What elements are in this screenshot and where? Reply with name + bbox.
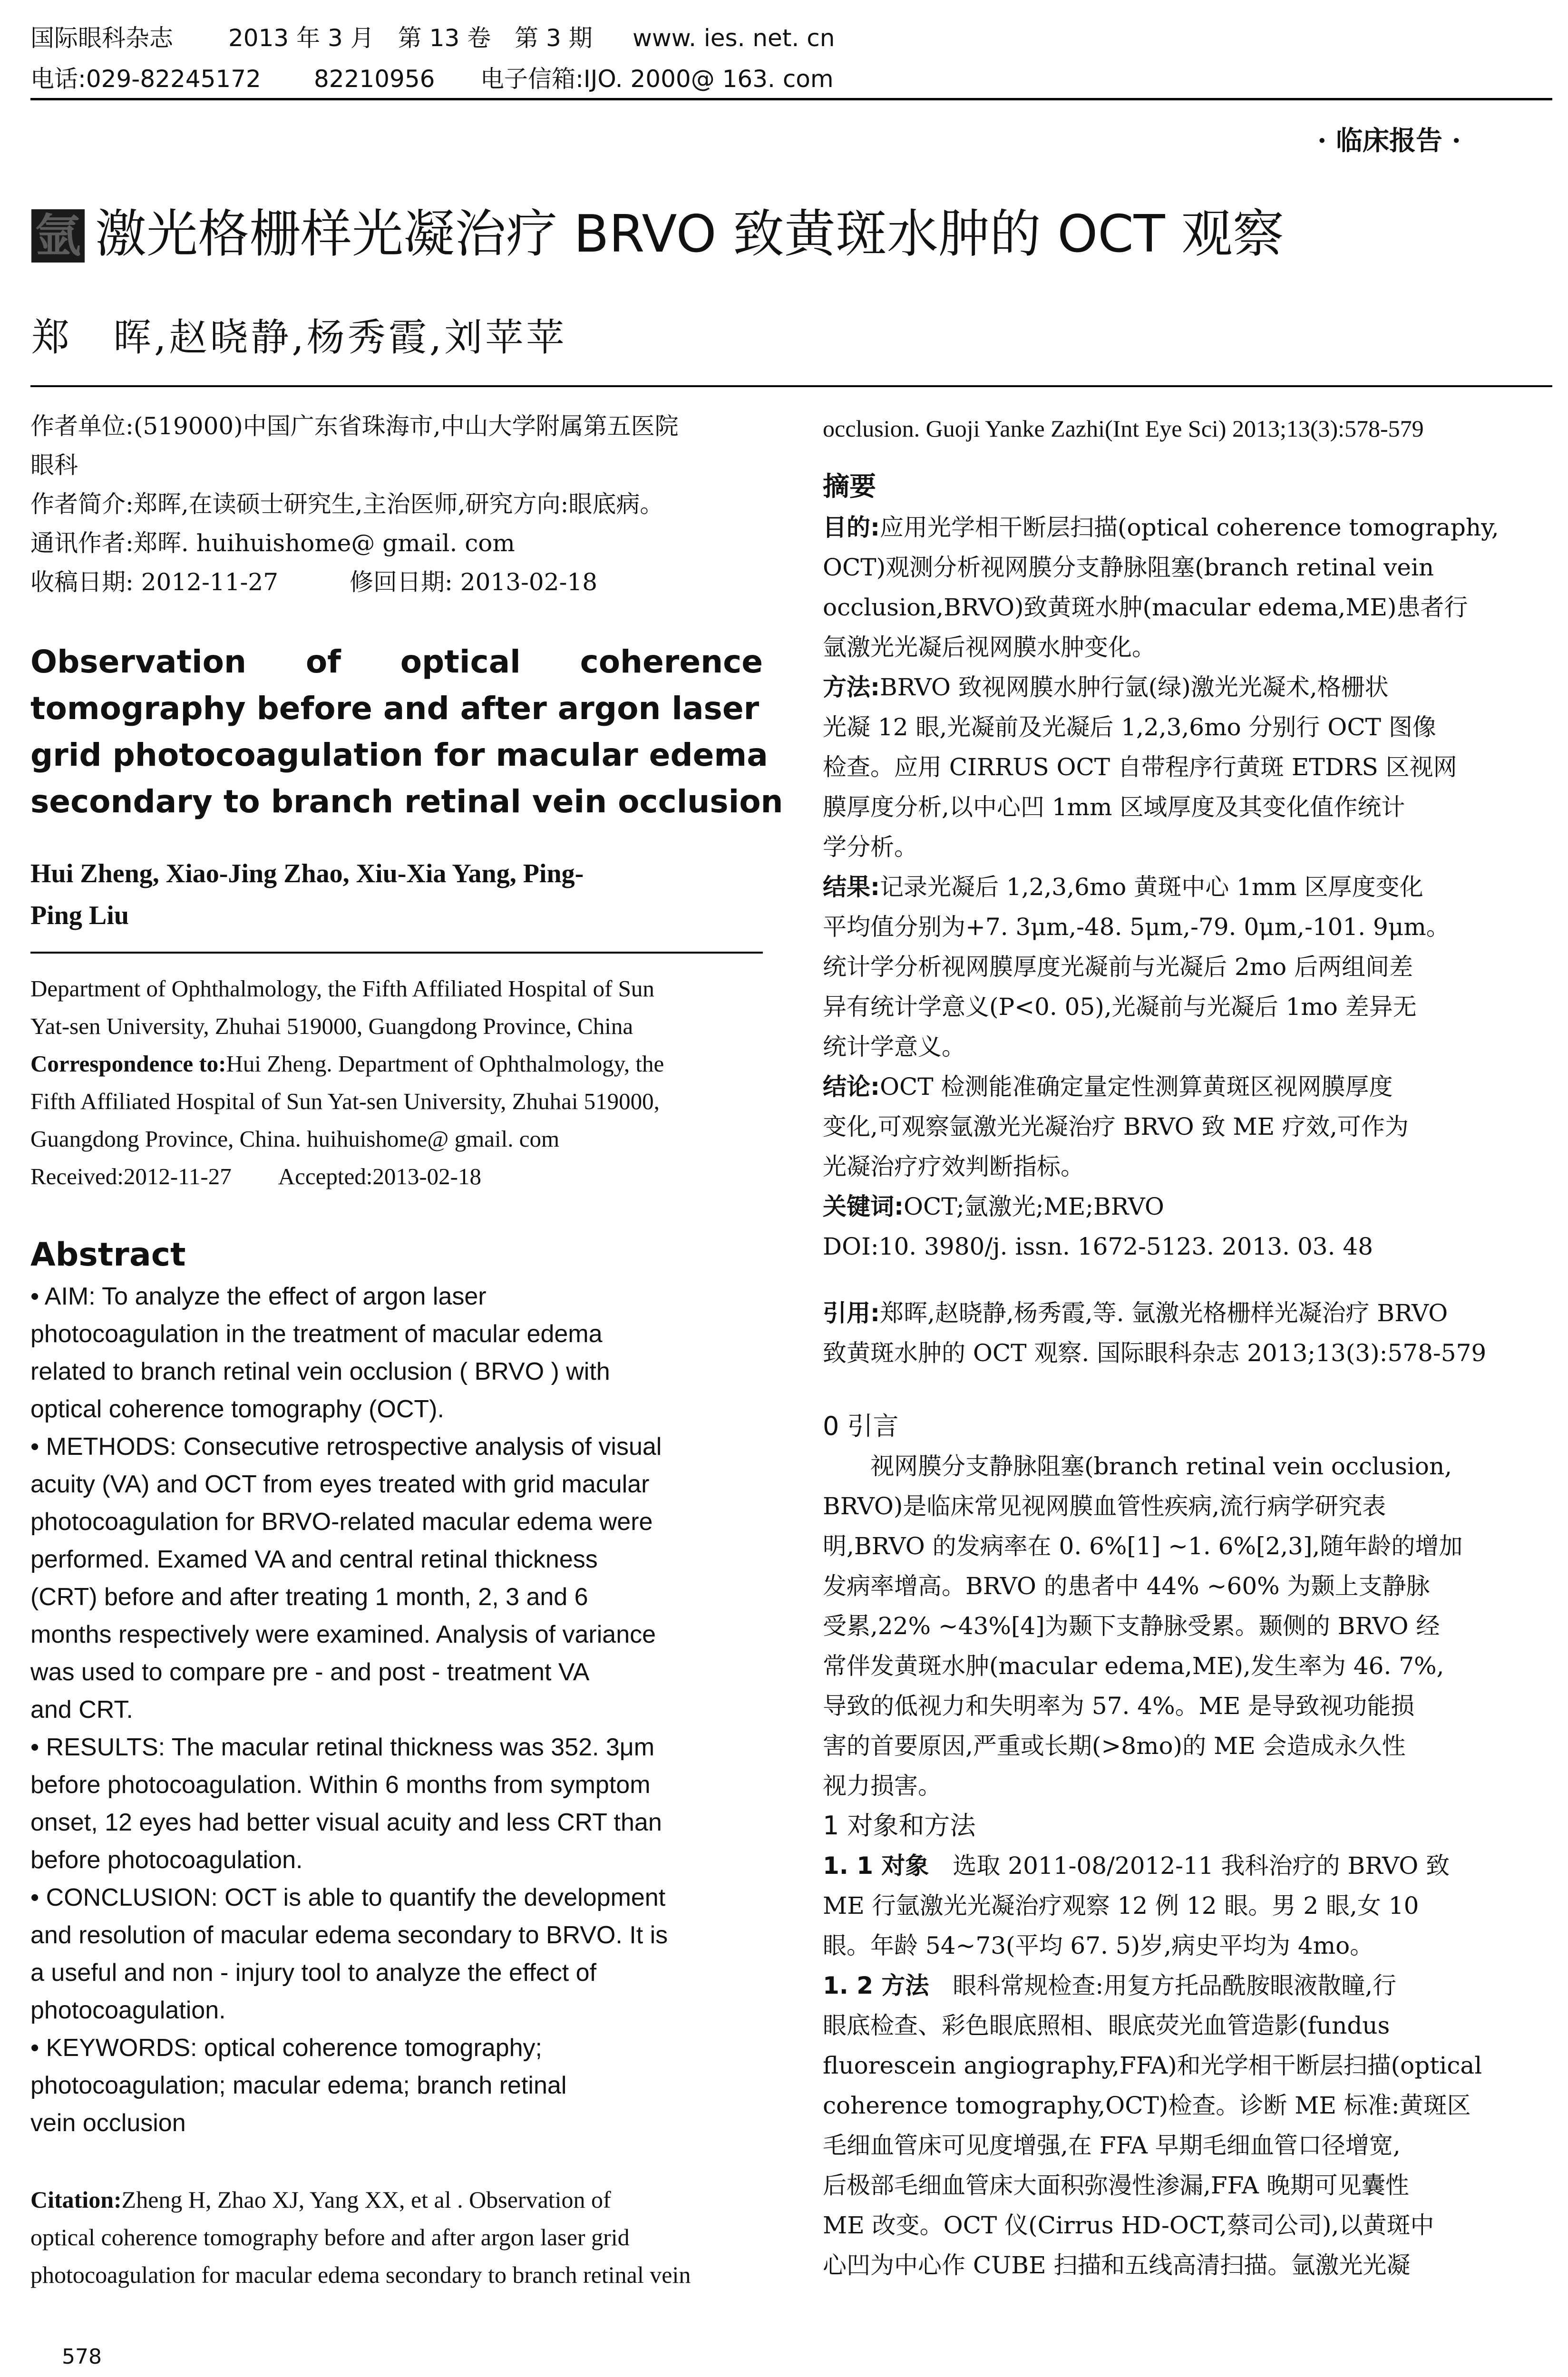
received-en: Received:2012-11-27 Accepted:2013-02-18 [30,1163,481,1189]
phone2: 82210956 [314,65,435,93]
citation-en: Citation:Zheng H, Zhao XJ, Yang XX, et al . Observation of [30,2186,611,2213]
text-line: fluorescein angiography,FFA)和光学相干断层扫描(optical [823,2052,1482,2079]
doi: DOI:10. 3980/j. issn. 1672-5123. 2013. 03. 48 [823,1233,1373,1260]
text-line: photocoagulation for BRVO-related macular edema were [30,1508,653,1536]
text-line: 害的首要原因,严重或长期(>8mo)的 ME 会造成永久性 [823,1732,1406,1760]
text-line: acuity (VA) and OCT from eyes treated with grid macular [30,1471,650,1498]
abstract-cn-heading: 摘要 [823,471,876,502]
journal-name: 国际眼科杂志 [30,24,173,52]
text-line: • CONCLUSION: OCT is able to quantify the development [30,1884,666,1911]
right-column: occlusion. Guoji Yanke Zazhi(Int Eye Sci) 2013;13(3):578-579 摘要 目的:应用光学相干断层扫描(optical coherence tomography, OCT)观测分析视网膜分支静脉阻塞(branch retinal vein occlusion,BRVO)致黄斑水肿(macular edema,ME)患者行 氩激光光凝后视网膜水肿变化。 方法:BRVO 致视网膜水肿行氩(绿)激光光凝术,格栅状 光凝 12 眼,光凝前及光凝后 1,2,3,6mo 分别行 OCT 图像 检查。应用 CIRRUS OCT 自带程序行黄斑 ETDRS 区视网 膜厚度分析,以中心凹 1mm 区域厚度及其变化值作统计 学分析。 结果:记录光凝后 1,2,3,6mo 黄斑中心 1mm 区厚度变化 平均值分别为+7. 3μm,-48. 5μm,-79. 0μm,-101. 9μm。 统计学分析视网膜厚度光凝前与光凝后 2mo 后两组间差 异有统计学意义(P<0. 05),光凝前与光凝后 1mo 差异无 统计学意义。 结论:OCT 检测能准确定量定性测算黄斑区视网膜厚度 变化,可观察氩激光光凝治疗 BRVO 致 ME 疗效,可作为 光凝治疗疗效判断指标。 关键词:OCT;氩激光;ME;BRVO DOI:10. 3980/j. issn. 1672-5123. 2013. 03. 48 引用:郑晖,赵晓静,杨秀霞,等. 氩激光格栅样光凝治疗 BRVO 致黄斑水肿的 OCT 观察. 国际眼科杂志 2013;13(3):578-579 0 引言 视网膜分支静脉阻塞(branch retinal vein occlusion, BRVO)是临床常见视网膜血管性疾病,流行病学研究表 明,BRVO 的发病率在 0. 6%[1] ~1. 6%[2,3],随年龄的增加 发病率增高。BRVO 的患者中 44% ~60% 为颞上支静脉 受累,22% ~43%[4]为颞下支静脉受累。颞侧的 BRVO 经 常伴发黄斑水肿(macular edema,ME),发生率为 46. 7%, 导致的低视力和失明率为 57. 4%。ME 是导致视功能损 害的首要原因,严重或长期(>8mo)的 ME 会造成永久性 视力损害。 1 对象和方法 1. 1 对象 选取 2011-08/2012-11 我科治疗的 BRVO 致 ME 行氩激光光凝治疗观察 12 例 12 眼。男 2 眼,女 10 眼。年龄 54~73(平均 67. 5)岁,病史平均为 4mo。 1. 2 方法 眼科常规检查:用复方托品酰胺眼液散瞳,行 眼底检查、彩色眼底照相、眼底荧光血管造影(fundus fluorescein angiography,FFA)和光学相干断层扫描(optical coherence tomography,OCT)检查。诊断 ME 标准:黄斑区 毛细血管床可见度增强,在 FFA 早期毛细血管口径增宽, 后极部毛细血管床大面积弥漫性渗漏,FFA 晚期可见囊性 ME 改变。OCT 仪(Cirrus HD-OCT,蔡司公司),以黄斑中 心凹为中心作 CUBE 扫描和五线高清扫描。氩激光光凝 [823,410,1555,2285]
keywords-cn: 关键词:OCT;氩激光;ME;BRVO [823,1193,1164,1220]
text-line: and resolution of macular edema secondary to BRVO. It is [30,1921,668,1949]
text-line: • RESULTS: The macular retinal thickness was 352. 3μm [30,1734,655,1761]
text-line: months respectively were examined. Analysis of variance [30,1621,656,1648]
text-line: 心凹为中心作 CUBE 扫描和五线高清扫描。氩激光光凝 [823,2251,1411,2279]
text-line: onset, 12 eyes had better visual acuity and less CRT than [30,1809,662,1836]
text-line: vein occlusion [30,2109,186,2137]
received-dates: 收稿日期: 2012-11-27 修回日期: 2013-02-18 [30,568,598,596]
text-line: performed. Examed VA and central retinal thickness [30,1546,598,1573]
page-number: 578 [62,2345,102,2369]
department: Department of Ophthalmology, the Fifth Affiliated Hospital of Sun [30,975,654,1002]
website: www. ies. net. cn [633,24,835,52]
text-line: before photocoagulation. [30,1846,303,1874]
left-column [30,407,783,2294]
text-line: and CRT. [30,1696,133,1724]
phone: 电话:029-82245172 [30,65,261,93]
methods-body [823,2006,1555,2285]
email: 电子信箱:IJO. 2000@ 163. com [480,65,834,93]
text-line: • KEYWORDS: optical coherence tomography; [30,2034,543,2062]
text-line: 毛细血管床可见度增强,在 FFA 早期毛细血管口径增宽, [823,2132,1401,2159]
section-label: · 临床报告 · [1317,125,1461,156]
citation-cont: occlusion. Guoji Yanke Zazhi(Int Eye Sci) 2013;13(3):578-579 [823,415,1424,442]
correspondence: Correspondence to:Hui Zheng. Department of Ophthalmology, the [30,1051,664,1077]
abstract-body [30,1278,763,2142]
page-title: 激光格栅样光凝治疗 BRVO 致黄斑水肿的 OCT 观察 [95,205,1284,264]
correspondence: Guangdong Province, China. huihuishome@ gmail. com [30,1126,560,1152]
authors-cn: 郑 晖,赵晓静,杨秀霞,刘苹苹 [31,315,567,360]
text-line: • AIM: To analyze the effect of argon laser [30,1283,487,1310]
header-rule [30,98,1552,100]
subjects: 1. 1 对象 选取 2011-08/2012-11 我科治疗的 BRVO 致 [823,1852,1450,1880]
author-rule [30,936,763,954]
department: Yat-sen University, Zhuhai 519000, Guangdong Province, China [30,1013,633,1039]
text-line: optical coherence tomography (OCT). [30,1395,444,1423]
text-line: photocoagulation in the treatment of macular edema [30,1320,603,1348]
authors-en: Hui Zheng, Xiao-Jing Zhao, Xiu-Xia Yang, Ping- Ping Liu [30,859,584,930]
text-line: a useful and non - injury tool to analyze the effect of [30,1959,597,1987]
conclusion-cn: 结论:OCT 检测能准确定量定性测算黄斑区视网膜厚度 [823,1073,1393,1101]
text-line: ME 改变。OCT 仪(Cirrus HD-OCT,蔡司公司),以黄斑中 [823,2211,1434,2239]
intro-body [823,1446,1555,1806]
citation-label: Citation: [30,2186,122,2213]
correspondence-label: Correspondence to: [30,1051,226,1077]
aim-cn: 目的:应用光学相干断层扫描(optical coherence tomography, [823,514,1499,541]
text-line: 常伴发黄斑水肿(macular edema,ME),发生率为 46. 7%, [823,1652,1444,1680]
text-line: was used to compare pre - and post - treatment VA [30,1658,590,1686]
methods-cn: 方法:BRVO 致视网膜水肿行氩(绿)激光光凝术,格栅状 [823,673,1389,701]
text-line: 后极部毛细血管床大面积弥漫性渗漏,FFA 晚期可见囊性 [823,2172,1409,2199]
text-line: 眼底检查、彩色眼底照相、眼底荧光血管造影(fundus [823,2012,1390,2039]
methods: 1. 2 方法 眼科常规检查:用复方托品酰胺眼液散瞳,行 [823,1972,1397,1999]
argon-logo-icon: 氩 [31,209,85,263]
section-methods-heading: 1 对象和方法 [823,1811,976,1841]
text-line: BRVO)是临床常见视网膜血管性疾病,流行病学研究表 [823,1492,1386,1520]
citation-en: photocoagulation for macular edema secondary to branch retinal vein [30,2261,691,2288]
text-line: coherence tomography,OCT)检查。诊断 ME 标准:黄斑区 [823,2092,1471,2119]
affiliation-line: 作者单位:(519000)中国广东省珠海市,中山大学附属第五医院 [30,412,679,440]
correspondence: Fifth Affiliated Hospital of Sun Yat-sen University, Zhuhai 519000, [30,1088,660,1114]
citation-en: optical coherence tomography before and after argon laser grid [30,2224,630,2250]
results-cn: 结果:记录光凝后 1,2,3,6mo 黄斑中心 1mm 区厚度变化 [823,873,1423,901]
text-line: photocoagulation; macular edema; branch retinal [30,2072,567,2099]
text-line: 发病率增高。BRVO 的患者中 44% ~60% 为颞上支静脉 [823,1572,1430,1600]
text-line: before photocoagulation. Within 6 months from symptom [30,1771,651,1799]
abstract-heading: Abstract [30,1236,186,1274]
corresponding-author: 通讯作者:郑晖. huihuishome@ gmail. com [30,529,515,557]
issue-info: 2013 年 3 月 第 13 卷 第 3 期 [228,24,593,52]
citation-cn: 引用:郑晖,赵晓静,杨秀霞,等. 氩激光格栅样光凝治疗 BRVO [823,1299,1448,1327]
affiliation-line: 眼科 [30,451,78,479]
text-line: 视网膜分支静脉阻塞(branch retinal vein occlusion, [823,1452,1452,1480]
text-line: 明,BRVO 的发病率在 0. 6%[1] ~1. 6%[2,3],随年龄的增加 [823,1532,1463,1560]
text-line: 视力损害。 [823,1772,942,1800]
text-line: 导致的低视力和失明率为 57. 4%。ME 是导致视功能损 [823,1692,1415,1720]
text-line: 受累,22% ~43%[4]为颞下支静脉受累。颞侧的 BRVO 经 [823,1612,1440,1640]
text-line: related to branch retinal vein occlusion ( BRVO ) with [30,1358,610,1385]
text-line: (CRT) before and after treating 1 month, 2, 3 and 6 [30,1583,588,1611]
title-rule [30,385,1552,387]
text-line: • METHODS: Consecutive retrospective analysis of visual [30,1433,662,1461]
text-line: photocoagulation. [30,1997,226,2024]
author-bio: 作者简介:郑晖,在读硕士研究生,主治医师,研究方向:眼底病。 [30,490,664,518]
section-intro-heading: 0 引言 [823,1411,899,1441]
title-en: Observation of optical coherence tomography before and after argon laser grid photocoagulation for macular edema secondary to branch retinal vein occlusion [30,643,783,820]
